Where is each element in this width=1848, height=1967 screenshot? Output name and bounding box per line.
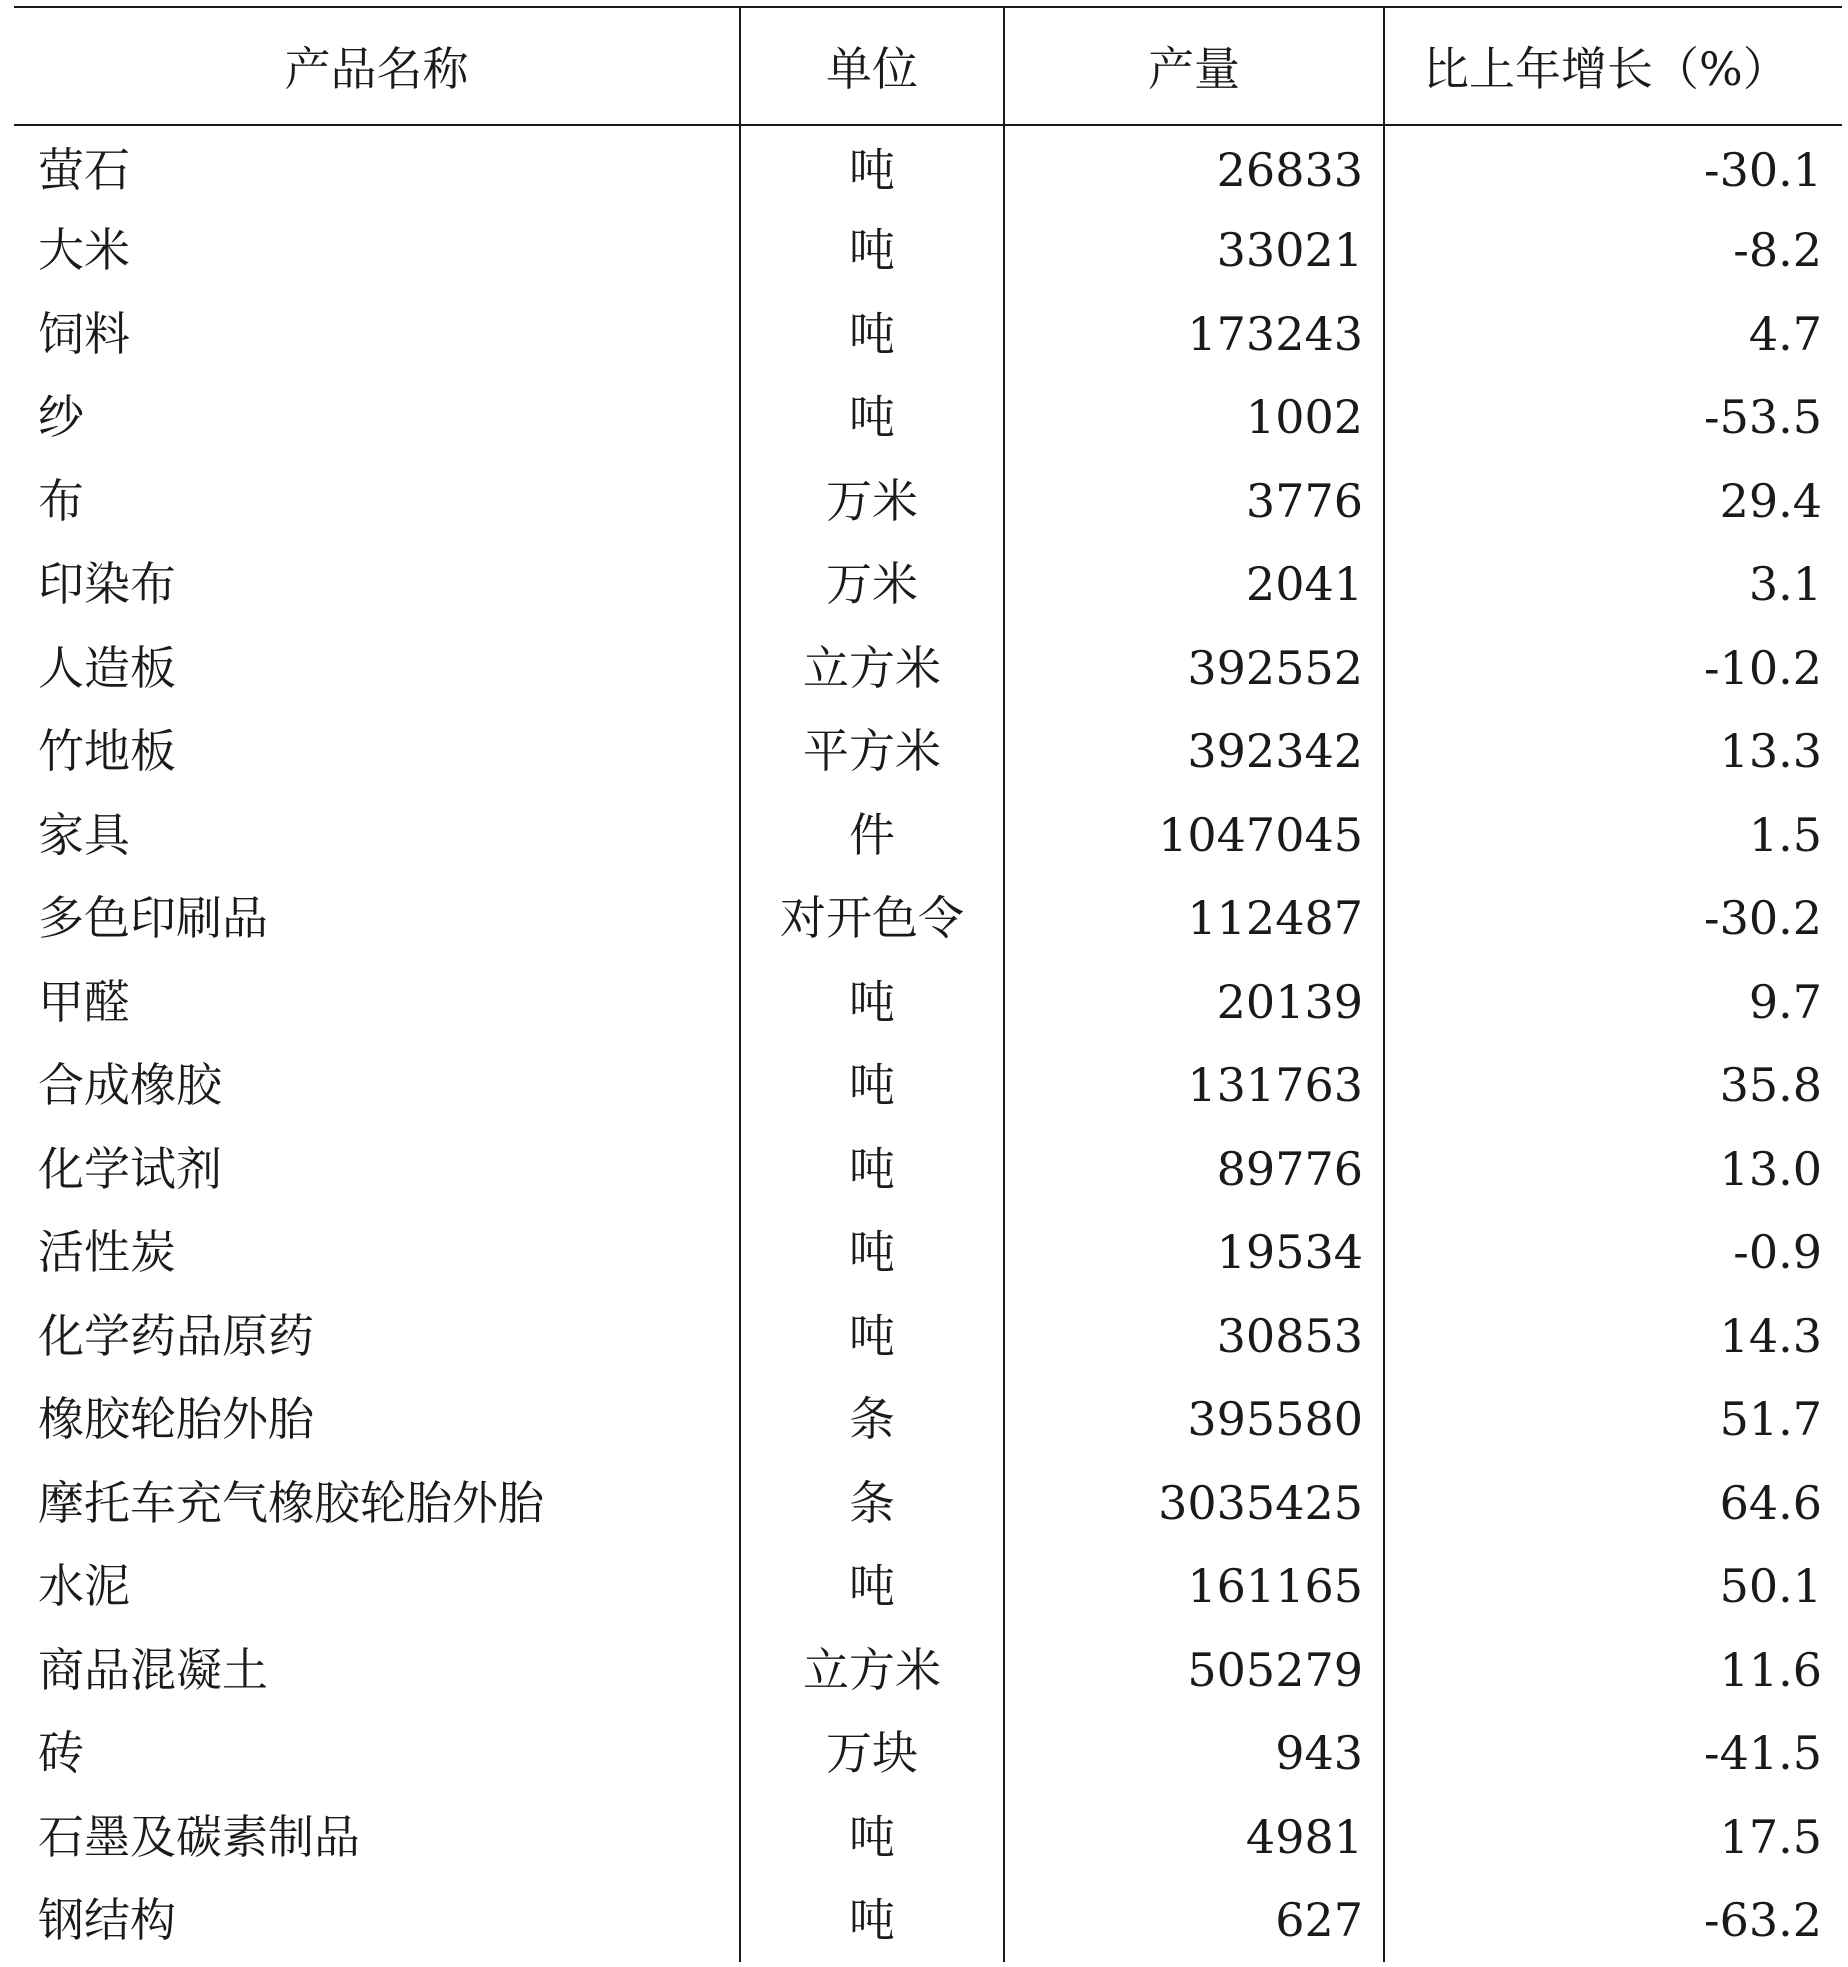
unit-cell: 万块 — [740, 1712, 1004, 1796]
unit-cell: 件 — [740, 793, 1004, 877]
quantity-cell: 4981 — [1004, 1795, 1384, 1879]
growth-cell: 29.4 — [1384, 459, 1842, 543]
unit-cell: 万米 — [740, 543, 1004, 627]
table-row — [14, 1044, 1842, 1128]
growth-cell: 3.1 — [1384, 543, 1842, 627]
unit-cell: 吨 — [740, 1211, 1004, 1295]
quantity-cell: 1002 — [1004, 376, 1384, 460]
quantity-cell: 943 — [1004, 1712, 1384, 1796]
product-name-cell: 纱 — [38, 390, 84, 445]
table-row — [14, 1795, 1842, 1879]
quantity-cell: 20139 — [1004, 960, 1384, 1044]
product-name-cell: 化学试剂 — [38, 1141, 222, 1196]
table-row — [14, 543, 1842, 627]
table-row — [14, 1127, 1842, 1211]
growth-cell: 13.0 — [1384, 1127, 1842, 1211]
product-name-cell: 甲醛 — [38, 974, 130, 1029]
growth-cell: 1.5 — [1384, 793, 1842, 877]
growth-cell: 14.3 — [1384, 1294, 1842, 1378]
header-unit: 单位 — [740, 7, 1004, 125]
unit-cell: 吨 — [740, 1294, 1004, 1378]
unit-cell: 吨 — [740, 1795, 1004, 1879]
growth-cell: -10.2 — [1384, 626, 1842, 710]
growth-cell: 50.1 — [1384, 1545, 1842, 1629]
quantity-cell: 3776 — [1004, 459, 1384, 543]
product-name-cell: 石墨及碳素制品 — [38, 1809, 360, 1864]
table-row — [14, 1211, 1842, 1295]
quantity-cell: 395580 — [1004, 1378, 1384, 1462]
unit-cell: 吨 — [740, 960, 1004, 1044]
quantity-cell: 392342 — [1004, 710, 1384, 794]
table-row — [14, 626, 1842, 710]
table-row — [14, 1712, 1842, 1796]
unit-cell: 吨 — [740, 1879, 1004, 1963]
unit-cell: 立方米 — [740, 626, 1004, 710]
product-name-cell: 合成橡胶 — [38, 1058, 222, 1113]
quantity-cell: 89776 — [1004, 1127, 1384, 1211]
unit-cell: 条 — [740, 1378, 1004, 1462]
header-product-name: 产品名称 — [14, 7, 740, 125]
table-row — [14, 1879, 1842, 1963]
quantity-cell: 627 — [1004, 1879, 1384, 1963]
product-output-table-container — [14, 6, 1842, 1967]
growth-cell: -0.9 — [1384, 1211, 1842, 1295]
product-name-cell: 砖 — [38, 1726, 84, 1781]
growth-cell: 4.7 — [1384, 292, 1842, 376]
table-row — [14, 960, 1842, 1044]
product-name-cell: 印染布 — [38, 557, 176, 612]
table-body — [14, 125, 1842, 1962]
table-header-row — [14, 7, 1842, 125]
unit-cell: 吨 — [740, 1044, 1004, 1128]
growth-cell: -8.2 — [1384, 209, 1842, 293]
table-row — [14, 376, 1842, 460]
quantity-cell: 112487 — [1004, 877, 1384, 961]
unit-cell: 立方米 — [740, 1628, 1004, 1712]
quantity-cell: 161165 — [1004, 1545, 1384, 1629]
growth-cell: 64.6 — [1384, 1461, 1842, 1545]
quantity-cell: 33021 — [1004, 209, 1384, 293]
table-row — [14, 1378, 1842, 1462]
product-name-cell: 多色印刷品 — [38, 891, 268, 946]
unit-cell: 吨 — [740, 1127, 1004, 1211]
growth-cell: -30.2 — [1384, 877, 1842, 961]
growth-cell: 13.3 — [1384, 710, 1842, 794]
quantity-cell: 26833 — [1004, 125, 1384, 209]
table-row — [14, 710, 1842, 794]
table-row — [14, 793, 1842, 877]
unit-cell: 条 — [740, 1461, 1004, 1545]
table-row — [14, 1545, 1842, 1629]
growth-cell: 35.8 — [1384, 1044, 1842, 1128]
growth-cell: 17.5 — [1384, 1795, 1842, 1879]
product-name-cell: 大米 — [38, 223, 130, 278]
table-row — [14, 1628, 1842, 1712]
unit-cell: 万米 — [740, 459, 1004, 543]
product-name-cell: 钢结构 — [38, 1893, 176, 1948]
header-growth: 比上年增长（%） — [1384, 7, 1842, 125]
quantity-cell: 505279 — [1004, 1628, 1384, 1712]
product-output-table — [14, 6, 1842, 1962]
product-name-cell: 布 — [38, 473, 84, 528]
unit-cell: 吨 — [740, 292, 1004, 376]
product-name-cell: 商品混凝土 — [38, 1642, 268, 1697]
table-row — [14, 1461, 1842, 1545]
quantity-cell: 173243 — [1004, 292, 1384, 376]
table-row — [14, 459, 1842, 543]
product-name-cell: 化学药品原药 — [38, 1308, 314, 1363]
unit-cell: 吨 — [740, 1545, 1004, 1629]
table-row — [14, 209, 1842, 293]
product-name-cell: 活性炭 — [38, 1225, 176, 1280]
quantity-cell: 131763 — [1004, 1044, 1384, 1128]
table-row — [14, 292, 1842, 376]
table-row — [14, 877, 1842, 961]
quantity-cell: 3035425 — [1004, 1461, 1384, 1545]
table-row — [14, 125, 1842, 209]
unit-cell: 对开色令 — [740, 877, 1004, 961]
growth-cell: -41.5 — [1384, 1712, 1842, 1796]
growth-cell: 11.6 — [1384, 1628, 1842, 1712]
unit-cell: 吨 — [740, 376, 1004, 460]
table-row — [14, 1294, 1842, 1378]
product-name-cell: 家具 — [38, 807, 130, 862]
quantity-cell: 19534 — [1004, 1211, 1384, 1295]
growth-cell: 51.7 — [1384, 1378, 1842, 1462]
growth-cell: 9.7 — [1384, 960, 1842, 1044]
unit-cell: 吨 — [740, 125, 1004, 209]
unit-cell: 吨 — [740, 209, 1004, 293]
growth-cell: -63.2 — [1384, 1879, 1842, 1963]
header-quantity: 产量 — [1004, 7, 1384, 125]
growth-cell: -30.1 — [1384, 125, 1842, 209]
quantity-cell: 30853 — [1004, 1294, 1384, 1378]
product-name-cell: 人造板 — [38, 640, 176, 695]
quantity-cell: 2041 — [1004, 543, 1384, 627]
product-name-cell: 萤石 — [38, 143, 130, 198]
quantity-cell: 392552 — [1004, 626, 1384, 710]
product-name-cell: 水泥 — [38, 1559, 130, 1614]
unit-cell: 平方米 — [740, 710, 1004, 794]
product-name-cell: 橡胶轮胎外胎 — [38, 1392, 314, 1447]
product-name-cell: 竹地板 — [38, 724, 176, 779]
growth-cell: -53.5 — [1384, 376, 1842, 460]
quantity-cell: 1047045 — [1004, 793, 1384, 877]
product-name-cell: 饲料 — [38, 306, 130, 361]
product-name-cell: 摩托车充气橡胶轮胎外胎 — [38, 1475, 544, 1530]
